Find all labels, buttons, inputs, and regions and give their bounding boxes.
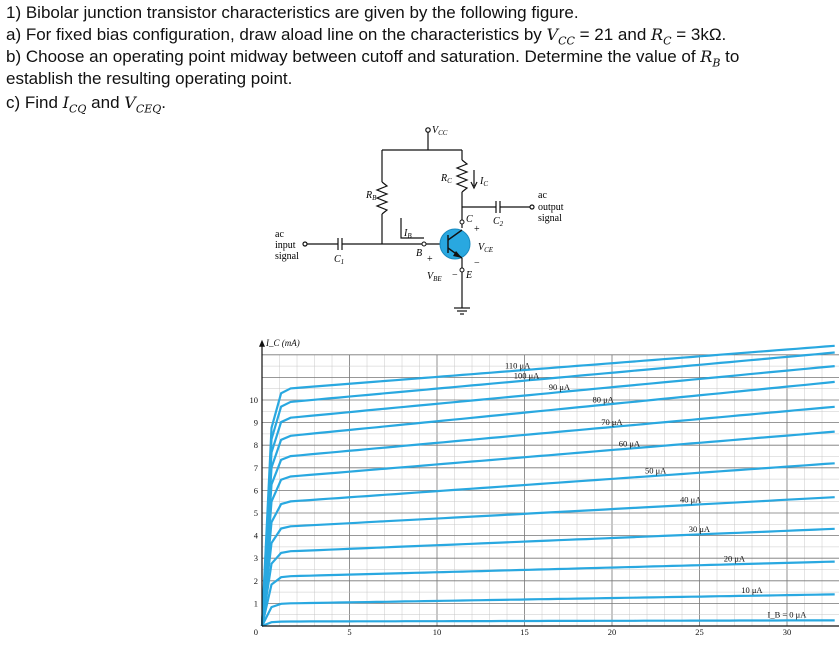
y-tick-label: 9	[253, 417, 258, 428]
vceq-symbol: V	[124, 93, 136, 112]
y-tick-label: 5	[253, 508, 258, 518]
y-tick-label: 10	[249, 395, 258, 405]
curve-label: 110 μA	[505, 360, 531, 371]
curve-label: 100 μA	[513, 370, 540, 381]
question-line-4: establish the resulting operating point.	[6, 69, 293, 88]
curve-label: 80 μA	[592, 394, 614, 405]
icq-symbol: I	[62, 93, 70, 112]
rc-symbol: R	[651, 25, 664, 44]
curve-label: 40 μA	[680, 494, 702, 505]
emitter-node-label: E	[466, 270, 473, 281]
ac-output-label-2: output	[538, 202, 564, 213]
x-tick-label: 10	[432, 627, 442, 637]
c1-label: $C_1$	[334, 254, 345, 266]
curve-label: 60 μA	[618, 438, 641, 449]
question-line-3-pre: b) Choose an operating point midway between cutoff and saturation. Determine the value of	[6, 47, 696, 66]
vbe-label: $V_{BE}$	[427, 271, 442, 283]
y-tick-label: 8	[253, 440, 258, 451]
rb-label: $R_B$	[366, 190, 377, 202]
y-tick-label: 4	[253, 530, 258, 541]
vbe-minus-label: −	[452, 270, 458, 281]
x-tick-label: 30	[782, 627, 792, 637]
y-axis-arrow	[259, 340, 265, 347]
vceq-subscript: CEQ	[135, 102, 162, 116]
y-tick-label: 2	[253, 575, 258, 586]
curve-label: 50 μA	[645, 465, 667, 476]
rb-symbol: R	[700, 47, 713, 66]
curve-label: 70 μA	[601, 416, 623, 427]
collector-node-label: C	[466, 214, 473, 225]
rc-label: $R_C$	[441, 173, 452, 185]
ac-input-label-2: input	[275, 240, 296, 251]
vce-plus-label: +	[474, 224, 480, 235]
question-line-2-and: and	[613, 25, 652, 44]
base-plus-label: +	[427, 254, 433, 265]
ic-curve-0ua	[262, 620, 835, 626]
rc-value: = 3kΩ.	[671, 25, 727, 44]
vcc-label: $V_{CC}$	[432, 125, 448, 137]
vcc-symbol: V	[546, 25, 559, 44]
y-tick-label: 3	[253, 553, 258, 564]
vce-minus-label: −	[474, 258, 480, 269]
x-tick-label: 5	[347, 627, 352, 637]
ib-label: $I_B$	[404, 228, 412, 240]
y-axis-label: I_C (mA)	[266, 337, 300, 348]
ac-input-label-3: signal	[275, 251, 299, 262]
question-line-2-pre: a) For fixed bias configuration, draw aload line on the characteristics by	[6, 25, 547, 44]
question-line-5-post: .	[161, 93, 167, 112]
question-line-1: 1) Bibolar junction transistor characteristics are given by the following figure.	[6, 3, 579, 22]
y-tick-label: 1	[253, 598, 258, 609]
rb-subscript: B	[712, 56, 721, 70]
rc-subscript: C	[663, 34, 672, 48]
base-node-label: B	[416, 248, 423, 259]
curve-label: 30 μA	[688, 523, 711, 534]
y-tick-label: 6	[253, 485, 258, 496]
x-tick-label: 15	[520, 627, 529, 637]
question-line-5-and: and	[86, 93, 125, 112]
curve-label: 90 μA	[548, 382, 571, 393]
vcc-subscript: CC	[558, 34, 575, 48]
x-tick-label: 0	[253, 627, 258, 637]
curve-label: 20 μA	[723, 553, 746, 564]
vcc-value: = 21	[574, 25, 614, 44]
ac-input-label-1: ac	[275, 229, 284, 240]
c2-label: $C_2$	[493, 216, 504, 228]
ac-output-label-1: ac	[538, 190, 547, 201]
question-line-3-post: to	[720, 47, 740, 66]
ic-label: $I_C$	[480, 176, 489, 188]
ac-output-label-3: signal	[538, 213, 562, 224]
x-tick-label: 25	[695, 627, 704, 637]
question-line-5-pre: c) Find	[6, 93, 63, 112]
curve-label: 10 μA	[741, 584, 763, 595]
x-tick-label: 20	[607, 627, 617, 637]
vce-label: $V_{CE}$	[478, 242, 494, 254]
ic-curve-40ua	[262, 497, 835, 626]
y-tick-label: 7	[253, 462, 258, 473]
ic-curve-30ua	[262, 529, 835, 626]
curve-label: I_B = 0 μA	[767, 609, 807, 620]
icq-subscript: CQ	[69, 102, 87, 116]
